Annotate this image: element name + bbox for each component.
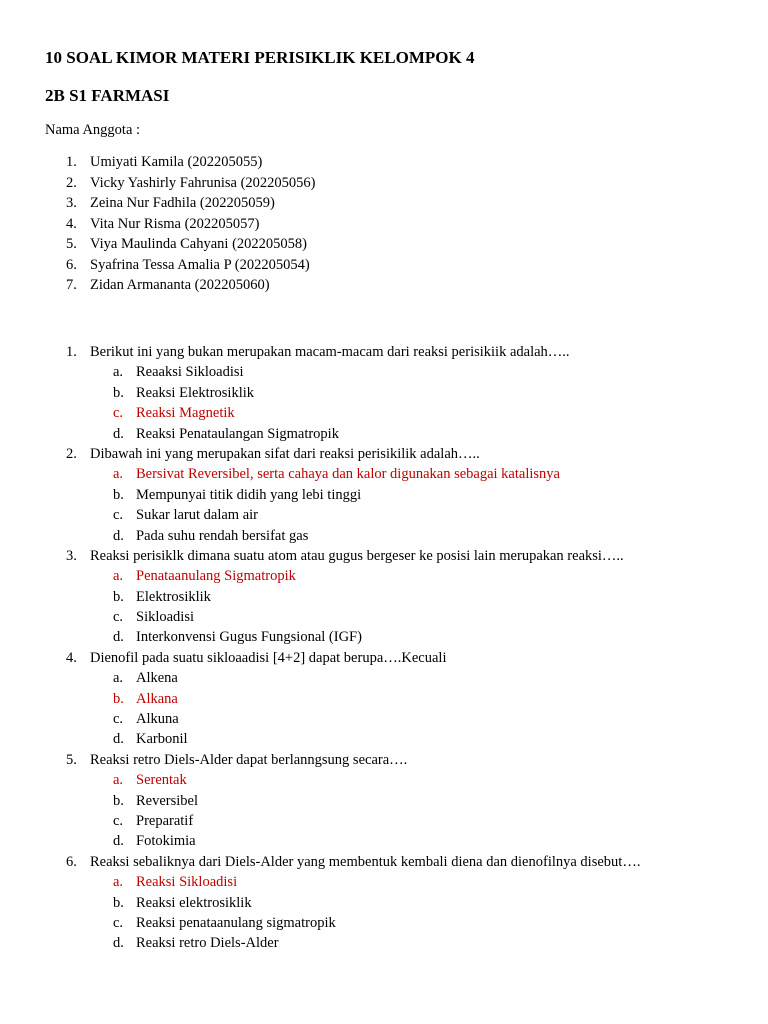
option-text: Reaksi Magnetik	[136, 405, 235, 422]
question-number: 5.	[66, 751, 77, 768]
options-list	[0, 464, 768, 546]
question-item	[0, 546, 768, 648]
option-letter: c.	[113, 812, 124, 829]
question-row	[0, 648, 768, 668]
member-name: Vita Nur Risma (202205057)	[90, 215, 260, 232]
member-number: 4.	[66, 215, 77, 232]
option-text: Mempunyai titik didih yang lebi tinggi	[136, 486, 362, 503]
option-letter: a.	[113, 568, 124, 585]
options-list	[0, 362, 768, 444]
answer-option	[0, 403, 768, 423]
option-text: Reaksi elektrosiklik	[136, 894, 252, 911]
option-letter: a.	[113, 466, 124, 483]
options-list	[0, 872, 768, 954]
option-item	[0, 893, 768, 913]
question-item	[0, 444, 768, 546]
option-item	[0, 607, 768, 627]
option-letter: c.	[113, 507, 124, 524]
member-name: Vicky Yashirly Fahrunisa (202205056)	[90, 174, 316, 191]
option-letter: d.	[113, 731, 124, 748]
question-row	[0, 750, 768, 770]
question-text: Dienofil pada suatu sikloaadisi [4+2] dapat berupa….Kecuali	[90, 649, 447, 666]
question-number: 6.	[66, 853, 77, 870]
member-name: Umiyati Kamila (202205055)	[90, 154, 263, 170]
option-text: Reaaksi Sikloadisi	[136, 364, 244, 381]
option-text: Alkana	[136, 690, 178, 707]
question-number: 4.	[66, 649, 77, 666]
member-name: Syafrina Tessa Amalia P (202205054)	[90, 256, 310, 273]
question-number: 1.	[66, 344, 77, 360]
option-text: Reaksi retro Diels-Alder	[136, 935, 279, 952]
option-item	[0, 831, 768, 851]
option-letter: c.	[113, 405, 124, 422]
option-letter: c.	[113, 914, 124, 931]
options-list	[0, 770, 768, 852]
option-item	[0, 424, 768, 444]
member-number: 2.	[66, 174, 77, 191]
member-name: Zidan Armananta (202205060)	[90, 277, 270, 293]
option-text: Penataanulang Sigmatropik	[136, 568, 296, 585]
option-text: Sikloadisi	[136, 609, 195, 626]
option-item	[0, 383, 768, 403]
option-text: Reversibel	[136, 792, 199, 809]
option-letter: a.	[113, 364, 124, 381]
question-text: Dibawah ini yang merupakan sifat dari reaksi perisikilik adalah…..	[90, 445, 480, 462]
option-text: Serentak	[136, 772, 187, 789]
option-text: Reaksi Sikloadisi	[136, 874, 238, 891]
document-title: 10 SOAL KIMOR MATERI PERISIKLIK KELOMPOK 4	[45, 48, 475, 67]
option-text: Reaksi penataanulang sigmatropik	[136, 914, 336, 931]
option-text: Bersivat Reversibel, serta cahaya dan kalor digunakan sebagai katalisnya	[136, 466, 560, 483]
question-row	[0, 342, 768, 362]
option-letter: b.	[113, 792, 124, 809]
member-item	[0, 152, 768, 173]
option-letter: a.	[113, 670, 124, 687]
option-letter: b.	[113, 690, 124, 707]
option-text: Alkena	[136, 670, 178, 687]
option-item	[0, 485, 768, 505]
member-name: Zeina Nur Fadhila (202205059)	[90, 195, 275, 211]
option-letter: d.	[113, 425, 124, 442]
option-text: Sukar larut dalam air	[136, 507, 258, 524]
member-number: 3.	[66, 195, 77, 211]
option-item	[0, 627, 768, 647]
option-letter: d.	[113, 935, 124, 952]
option-item	[0, 791, 768, 811]
option-letter: a.	[113, 874, 124, 891]
question-text: Reaksi sebaliknya dari Diels-Alder yang membentuk kembali diena dan dienofilnya disebut….	[90, 853, 641, 870]
member-item	[0, 234, 768, 255]
question-item	[0, 852, 768, 954]
member-number: 1.	[66, 154, 77, 170]
option-text: Fotokimia	[136, 833, 196, 850]
question-item	[0, 648, 768, 750]
member-number: 7.	[66, 277, 77, 293]
option-item	[0, 526, 768, 546]
option-text: Reaksi Elektrosiklik	[136, 384, 254, 401]
option-text: Elektrosiklik	[136, 588, 211, 605]
answer-option	[0, 566, 768, 586]
question-row	[0, 444, 768, 464]
member-item	[0, 255, 768, 276]
member-item	[0, 214, 768, 235]
option-letter: b.	[113, 894, 124, 911]
option-item	[0, 709, 768, 729]
option-text: Reaksi Penataulangan Sigmatropik	[136, 425, 339, 442]
member-item	[0, 275, 768, 296]
option-letter: d.	[113, 833, 124, 850]
member-number: 5.	[66, 236, 77, 252]
member-number: 6.	[66, 256, 77, 273]
option-text: Preparatif	[136, 812, 194, 829]
question-text: Reaksi perisiklk dimana suatu atom atau gugus bergeser ke posisi lain merupakan reaksi…..	[90, 547, 624, 564]
answer-option	[0, 770, 768, 790]
question-text: Berikut ini yang bukan merupakan macam-macam dari reaksi perisikiik adalah…..	[90, 344, 570, 360]
option-letter: c.	[113, 609, 124, 626]
question-number: 2.	[66, 445, 77, 462]
questions-list	[0, 342, 768, 954]
option-item	[0, 729, 768, 749]
member-item	[0, 193, 768, 214]
option-text: Pada suhu rendah bersifat gas	[136, 527, 309, 544]
option-letter: d.	[113, 629, 124, 646]
option-item	[0, 362, 768, 382]
document-subtitle: 2B S1 FARMASI	[45, 86, 170, 105]
option-item	[0, 505, 768, 525]
option-item	[0, 587, 768, 607]
answer-option	[0, 464, 768, 484]
option-letter: a.	[113, 772, 124, 789]
answer-option	[0, 689, 768, 709]
question-text: Reaksi retro Diels-Alder dapat berlanngsung secara….	[90, 751, 408, 768]
option-letter: b.	[113, 486, 124, 503]
option-letter: b.	[113, 384, 124, 401]
answer-option	[0, 872, 768, 892]
option-letter: d.	[113, 527, 124, 544]
members-label: Nama Anggota :	[45, 122, 141, 138]
options-list	[0, 668, 768, 750]
option-text: Alkuna	[136, 711, 179, 728]
option-text: Interkonvensi Gugus Fungsional (IGF)	[136, 629, 362, 646]
member-item	[0, 173, 768, 194]
question-row	[0, 546, 768, 566]
option-item	[0, 668, 768, 688]
option-text: Karbonil	[136, 731, 188, 748]
option-item	[0, 913, 768, 933]
question-item	[0, 750, 768, 852]
option-letter: c.	[113, 711, 124, 728]
option-item	[0, 933, 768, 953]
question-number: 3.	[66, 547, 77, 564]
option-item	[0, 811, 768, 831]
member-name: Viya Maulinda Cahyani (202205058)	[90, 236, 307, 252]
members-list	[0, 152, 768, 296]
question-item	[0, 342, 768, 444]
option-letter: b.	[113, 588, 124, 605]
question-row	[0, 852, 768, 872]
options-list	[0, 566, 768, 648]
